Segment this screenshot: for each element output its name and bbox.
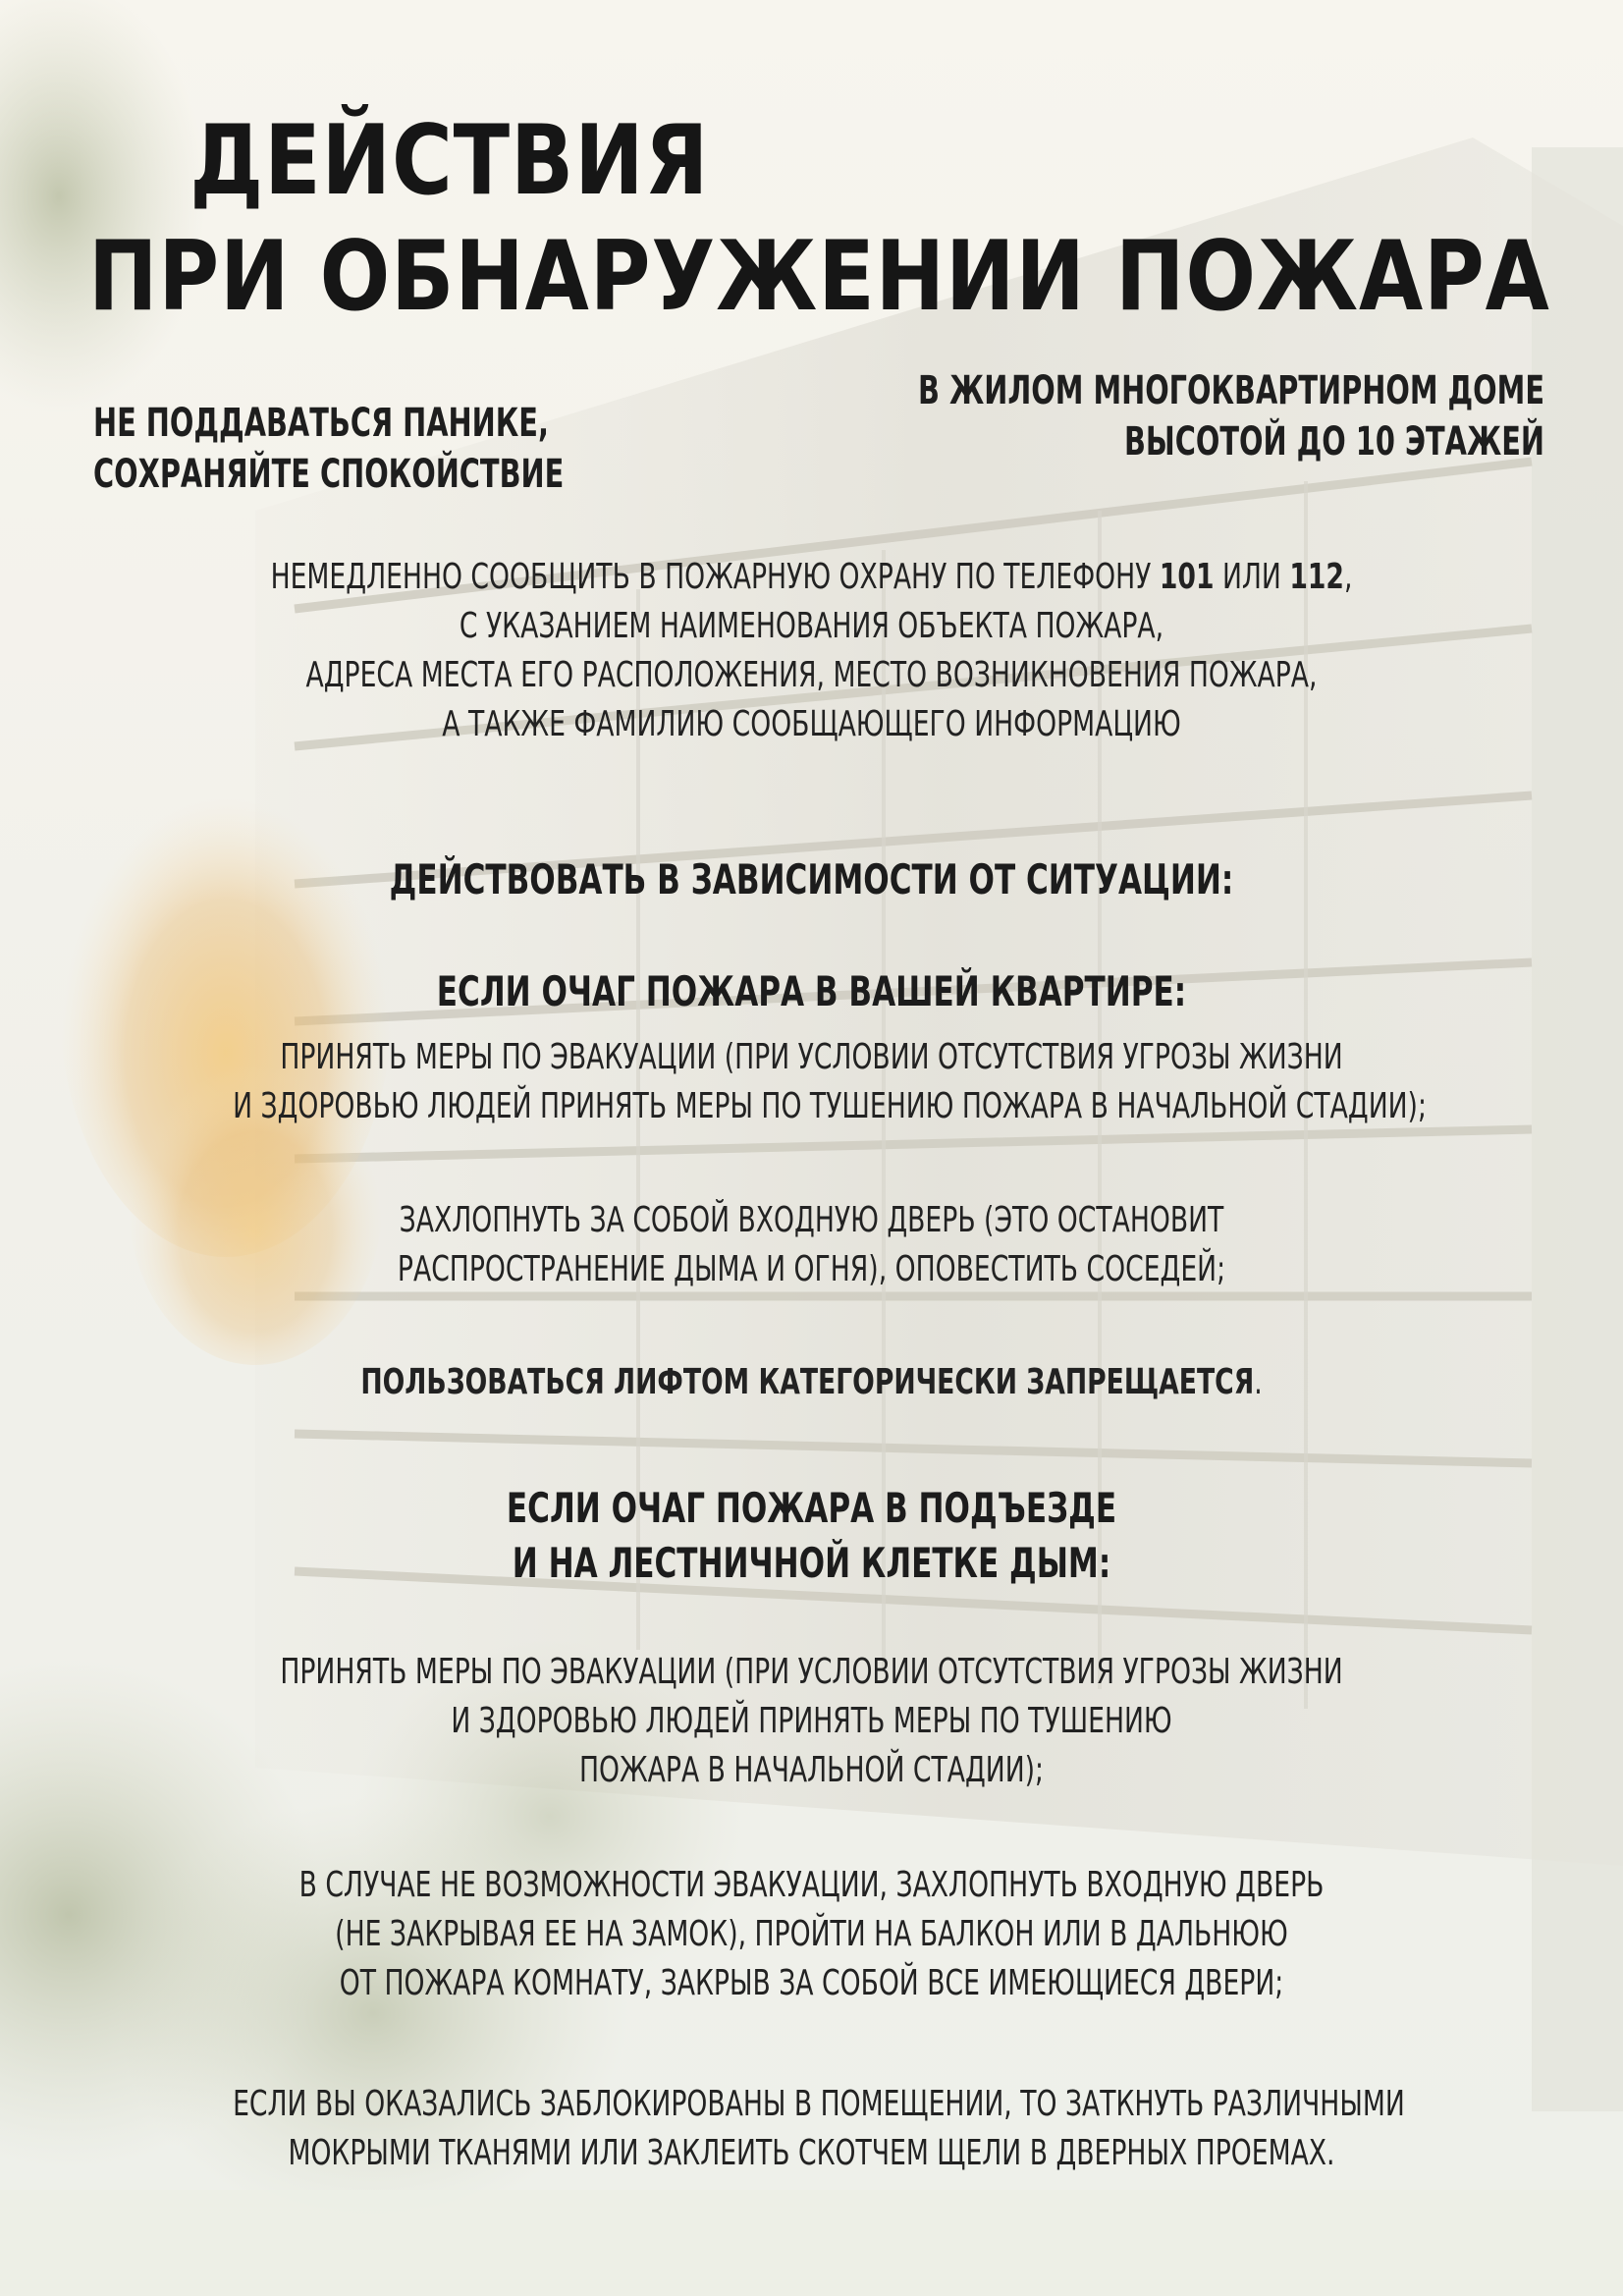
lift-warning-line bbox=[233, 1358, 1390, 1407]
stairwell-p2-line-2: (НЕ ЗАКРЫВАЯ ЕЕ НА ЗАМОК), ПРОЙТИ НА БАЛКОН ИЛИ В ДАЛЬНЮЮ bbox=[335, 1914, 1288, 1954]
subtitle-left-line-2: СОХРАНЯЙТЕ СПОКОЙСТВИЕ bbox=[93, 452, 565, 497]
subtitle-building-type bbox=[908, 365, 1544, 467]
stairwell-p1-line-2: И ЗДОРОВЬЮ ЛЮДЕЙ ПРИНЯТЬ МЕРЫ ПО ТУШЕНИЮ bbox=[451, 1701, 1172, 1741]
subtitle-left-line-1: НЕ ПОДДАВАТЬСЯ ПАНИКЕ, bbox=[93, 401, 549, 446]
stairwell-heading-line-2: И НА ЛЕСТНИЧНОЙ КЛЕТКЕ ДЫМ: bbox=[512, 1539, 1111, 1587]
report-or: ИЛИ bbox=[1221, 557, 1281, 597]
stairwell-heading-line-1: ЕСЛИ ОЧАГ ПОЖАРА В ПОДЪЕЗДЕ bbox=[506, 1484, 1117, 1532]
apartment-door-paragraph bbox=[233, 1196, 1390, 1294]
stairwell-p2-line-3: ОТ ПОЖАРА КОМНАТУ, ЗАКРЫВ ЗА СОБОЙ ВСЕ ИМЕЮЩИЕСЯ ДВЕРИ; bbox=[339, 1963, 1284, 2003]
apartment-p1-line-1: ПРИНЯТЬ МЕРЫ ПО ЭВАКУАЦИИ (ПРИ УСЛОВИИ ОТСУТСТВИЯ УГРОЗЫ ЖИЗНИ bbox=[280, 1037, 1343, 1077]
subtitle-right-line-2: ВЫСОТОЙ ДО 10 ЭТАЖЕЙ bbox=[1123, 419, 1544, 465]
stairwell-p2-line-1: В СЛУЧАЕ НЕ ВОЗМОЖНОСТИ ЭВАКУАЦИИ, ЗАХЛОПНУТЬ ВХОДНУЮ ДВЕРЬ bbox=[298, 1865, 1325, 1905]
apartment-evacuation-paragraph bbox=[233, 1033, 1427, 1131]
apartment-p1-line-2: И ЗДОРОВЬЮ ЛЮДЕЙ ПРИНЯТЬ МЕРЫ ПО ТУШЕНИЮ ПОЖАРА В НАЧАЛЬНОЙ СТАДИИ); bbox=[233, 1086, 1427, 1126]
report-comma: , bbox=[1343, 557, 1353, 597]
apartment-heading bbox=[233, 964, 1390, 1019]
title-line-1: ДЕЙСТВИЯ bbox=[189, 105, 710, 217]
stairwell-p3-line-1: ЕСЛИ ВЫ ОКАЗАЛИСЬ ЗАБЛОКИРОВАНЫ В ПОМЕЩЕНИИ, ТО ЗАТКНУТЬ РАЗЛИЧНЫМИ bbox=[233, 2084, 1405, 2124]
stairwell-blocked-paragraph bbox=[233, 2080, 1405, 2178]
report-line-1-text: НЕМЕДЛЕННО СООБЩИТЬ В ПОЖАРНУЮ ОХРАНУ ПО ТЕЛЕФОНУ bbox=[270, 557, 1152, 597]
stairwell-p1-line-3: ПОЖАРА В НАЧАЛЬНОЙ СТАДИИ); bbox=[578, 1750, 1044, 1790]
phone-112: 112 bbox=[1289, 557, 1344, 597]
apartment-p2-line-2: РАСПРОСТРАНЕНИЕ ДЫМА И ОГНЯ), ОПОВЕСТИТЬ СОСЕДЕЙ; bbox=[397, 1249, 1226, 1289]
lift-warning-text: ПОЛЬЗОВАТЬСЯ ЛИФТОМ КАТЕГОРИЧЕСКИ ЗАПРЕЩАЕТСЯ bbox=[360, 1362, 1255, 1402]
report-line-2: С УКАЗАНИЕМ НАИМЕНОВАНИЯ ОБЪЕКТА ПОЖАРА, bbox=[459, 606, 1164, 646]
apartment-p2-line-1: ЗАХЛОПНУТЬ ЗА СОБОЙ ВХОДНУЮ ДВЕРЬ (ЭТО ОСТАНОВИТ bbox=[399, 1200, 1224, 1240]
apartment-heading-text: ЕСЛИ ОЧАГ ПОЖАРА В ВАШЕЙ КВАРТИРЕ: bbox=[436, 967, 1187, 1015]
lift-warning bbox=[233, 1358, 1390, 1407]
poster-title bbox=[88, 103, 1550, 335]
title-line-2: ПРИ ОБНАРУЖЕНИИ ПОЖАРА bbox=[88, 221, 1550, 333]
report-line-3: АДРЕСА МЕСТА ЕГО РАСПОЛОЖЕНИЯ, МЕСТО ВОЗНИКНОВЕНИЯ ПОЖАРА, bbox=[305, 655, 1318, 695]
stairwell-p1-line-1: ПРИНЯТЬ МЕРЫ ПО ЭВАКУАЦИИ (ПРИ УСЛОВИИ ОТСУТСТВИЯ УГРОЗЫ ЖИЗНИ bbox=[280, 1652, 1343, 1692]
report-instructions bbox=[233, 553, 1390, 749]
stairwell-balcony-paragraph bbox=[233, 1861, 1390, 2008]
phone-101: 101 bbox=[1159, 557, 1215, 597]
report-line-4: А ТАКЖЕ ФАМИЛИЮ СООБЩАЮЩЕГО ИНФОРМАЦИЮ bbox=[442, 704, 1181, 744]
situation-heading-text: ДЕЙСТВОВАТЬ В ЗАВИСИМОСТИ ОТ СИТУАЦИИ: bbox=[389, 855, 1234, 903]
subtitle-right-line-1: В ЖИЛОМ МНОГОКВАРТИРНОМ ДОМЕ bbox=[918, 368, 1544, 413]
report-line-1 bbox=[233, 553, 1390, 602]
stairwell-evacuation-paragraph bbox=[233, 1648, 1390, 1795]
situation-heading bbox=[233, 852, 1390, 907]
stairwell-p3-line-2: МОКРЫМИ ТКАНЯМИ ИЛИ ЗАКЛЕИТЬ СКОТЧЕМ ЩЕЛИ В ДВЕРНЫХ ПРОЕМАХ. bbox=[288, 2133, 1335, 2173]
subtitle-no-panic bbox=[93, 398, 630, 500]
lift-warning-period: . bbox=[1254, 1362, 1263, 1402]
stairwell-heading bbox=[233, 1481, 1390, 1591]
